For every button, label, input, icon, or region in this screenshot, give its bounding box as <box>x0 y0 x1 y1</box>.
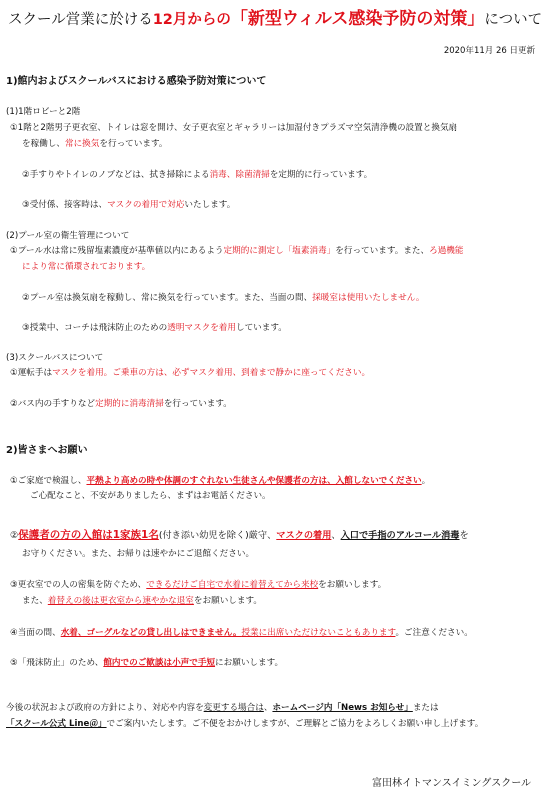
text: を行っています。 <box>99 139 168 149</box>
text: ③授業中、コーチは飛沫防止のための <box>22 323 168 333</box>
sub1-item3 <box>22 198 235 210</box>
text: をお願いします。 <box>318 580 387 590</box>
text: ⑤「飛沫防止」のため、 <box>10 658 104 668</box>
highlight: 水着、ゴーグルなどの貸し出しはできません。 <box>60 628 242 638</box>
text: でご案内いたします。ご不便をおかけしますが、ご理解とご協力をよろしくお願い申し上げます。 <box>106 719 484 729</box>
highlight: 、 <box>226 170 236 180</box>
sub2-heading: (2)プール室の衛生管理について <box>6 231 130 241</box>
highlight: 定期的に消毒清掃 <box>95 399 164 409</box>
title-part: スクール営業に於ける <box>8 12 153 28</box>
request-item2-line1 <box>10 527 469 542</box>
request-item1-line2: ご心配なこと、不安がありましたら、まずはお電話ください。 <box>30 491 271 501</box>
text: を行っています。 <box>163 399 232 409</box>
text: ①ご家庭で検温し、 <box>10 476 87 486</box>
highlight: 採暖室は使用いたしません。 <box>312 293 425 303</box>
highlight: 保護者の方の入館は1家族1名 <box>18 529 159 541</box>
sub1-item1-line2 <box>22 137 167 149</box>
highlight: 透明マスクを着用 <box>167 323 236 333</box>
highlight: できるだけご自宅で水着に着替えてから来校 <box>146 580 319 590</box>
sub1-item2 <box>22 168 372 180</box>
highlight: 平熱より高めの時や体調のすぐれない生徒さんや保護者の方は、入館しないでください <box>86 476 422 486</box>
section1-heading: 1)館内およびスクールバスにおける感染予防対策について <box>6 76 267 87</box>
highlight: 定期的に測定し「塩素消毒」 <box>223 246 336 256</box>
text: しています。 <box>235 323 287 333</box>
text: ①運転手は <box>10 368 53 378</box>
update-date: 2020年11月 26 日更新 <box>443 46 535 56</box>
request-item3-line1 <box>10 578 386 590</box>
closing-line2 <box>6 717 483 729</box>
closing-line1 <box>6 701 439 713</box>
text: ② <box>10 530 19 541</box>
highlight: ろ過機能 <box>429 246 464 256</box>
title-main-highlight: 「新型ウィルス感染予防の対策」 <box>230 9 485 29</box>
request-item5 <box>10 656 283 668</box>
sub2-item2 <box>22 291 424 303</box>
section2-heading: 2)皆さまへお願い <box>6 445 88 456</box>
highlight: 変更する場合は <box>203 703 264 713</box>
text: ③更衣室での人の密集を防ぐため、 <box>10 580 147 590</box>
text: いたします。 <box>184 200 236 210</box>
page-title <box>8 4 542 29</box>
text: ②手すりやトイレのノブなどは、拭き掃除による <box>22 170 210 180</box>
sub3-item2 <box>10 397 232 409</box>
highlight: 消毒 <box>209 170 227 180</box>
text: 、 <box>263 703 273 713</box>
highlight: マスクの着用 <box>276 530 332 541</box>
text: にお願いします。 <box>215 658 284 668</box>
highlight: 館内でのご歓談は小声で手短 <box>103 658 216 668</box>
text: 、 <box>331 530 341 541</box>
sub2-item1-line1 <box>10 244 464 256</box>
sub3-heading: (3)スクールバスについて <box>6 353 104 363</box>
sub2-item1-line2: により常に循環されております。 <box>22 262 151 272</box>
highlight: 着替えの後は更衣室から速やかな退室 <box>47 596 194 606</box>
highlight: 授業に出席いただけないこともあります <box>241 628 396 638</box>
highlight: ホームページ内「News お知らせ」 <box>272 703 413 713</box>
text: を定期的に行っています。 <box>269 170 373 180</box>
organization-name: 富田林イトマンスイミングスクール <box>372 778 531 789</box>
request-item1-line1 <box>10 474 430 486</box>
text: ①プール水は常に残留塩素濃度が基準値以内にあるよう <box>10 246 224 256</box>
highlight: 「スクール公式 Line＠」 <box>6 719 107 729</box>
text: または <box>412 703 439 713</box>
text: 。 <box>421 476 431 486</box>
title-suffix: について <box>484 12 543 28</box>
text: 。ご注意ください。 <box>395 628 473 638</box>
sub1-item1-line1: ①1階と2階男子更衣室、トイレは窓を開け、女子更衣室とギャラリーは加湿付きプラズマ空気清浄機の設置と換気扇 <box>10 123 458 133</box>
request-item4 <box>10 626 473 638</box>
sub2-item3 <box>22 321 287 333</box>
highlight: マスクの着用で対応 <box>107 200 185 210</box>
text: ②プール室は換気扇を稼動し、常に換気を行っています。また、当面の間、 <box>22 293 313 303</box>
text: をお願いします。 <box>193 596 262 606</box>
highlight: 常に換気 <box>64 139 100 149</box>
request-item3-line2 <box>22 594 262 606</box>
text: を行っています。また、 <box>335 246 430 256</box>
highlight: 除菌清掃 <box>235 170 270 180</box>
highlight: マスクを着用。ご乗車の方は、必ずマスク着用、到着まで静かに座ってください。 <box>52 368 371 378</box>
highlight: 入口で手指のアルコール消毒 <box>340 530 460 541</box>
sub1-heading: (1)1階ロビーと2階 <box>6 107 81 117</box>
text: (付き添い幼児を除く)厳守、 <box>158 530 277 541</box>
request-item2-line2: お守りください。また、お帰りは速やかにご退館ください。 <box>22 549 255 559</box>
text: を <box>459 530 469 541</box>
text: ②バス内の手すりなど <box>10 399 96 409</box>
text: ③受付係、接客時は、 <box>22 200 108 210</box>
title-date-highlight: 12月からの <box>152 12 231 28</box>
text: 今後の状況および政府の方針により、対応や内容を <box>6 703 204 713</box>
text: ④当面の間、 <box>10 628 61 638</box>
text: を稼働し、 <box>22 139 65 149</box>
sub3-item1 <box>10 366 370 378</box>
text: また、 <box>22 596 48 606</box>
